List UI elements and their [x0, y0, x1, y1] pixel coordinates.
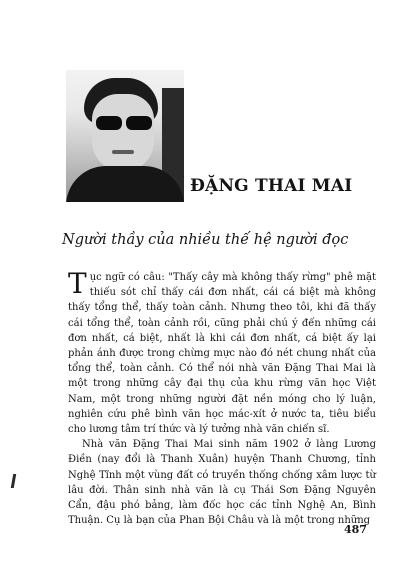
- margin-mark: [11, 474, 16, 488]
- body-text: [68, 267, 376, 528]
- chapter-subtitle: Người thầy của nhiều thế hệ người đọc: [62, 232, 349, 248]
- paragraph-1-text: ục ngữ có câu: "Thấy cây mà không thấy rừng" phê mặt thiếu sót chỉ thấy cái đơn nhất, cái cá biệt mà không thấy tổng thể, thấy toàn cảnh. Nhưng theo tôi, khi đã thấy cái tổng thể, toàn cảnh rồi, cũng phải chú ý đến những cái đơn nhất, cá biệt, nhất là khi cái đơn nhất, cá biệt ấy lại phản ánh được trong chừng mực nào đó nét chung nhất của tổng thể, toàn cảnh. Có thể nói nhà văn Đặng Thai Mai là một trong những cây đại thụ của khu rừng văn học Việt Nam, một trong những người đặt nền móng cho lý luận, nghiên cứu phê bình văn học mác-xít ở nước ta, tiêu biểu cho lương tâm trí thức và lý tưởng nhà văn chiến sĩ.: [68, 272, 376, 436]
- author-portrait-photo: [66, 70, 184, 202]
- chapter-title: ĐẶNG THAI MAI: [190, 176, 353, 196]
- paragraph-2: Nhà văn Đặng Thai Mai sinh năm 1902 ở làng Lương Điền (nay đổi là Thanh Xuân) huyện Thanh Chương, tỉnh Nghệ Tĩnh một vùng đất có truyền thống chống xâm lược từ lâu đời. Thân sinh nhà văn là cụ Thái Sơn Đặng Nguyên Cẩn, đậu phó bảng, làm đốc học các tỉnh Nghệ An, Bình Thuận. Cụ là bạn của Phan Bội Châu và là một trong những: [68, 439, 376, 527]
- drop-cap: T: [68, 267, 87, 300]
- paragraph-1: [68, 267, 376, 437]
- page-number: 487: [344, 523, 367, 536]
